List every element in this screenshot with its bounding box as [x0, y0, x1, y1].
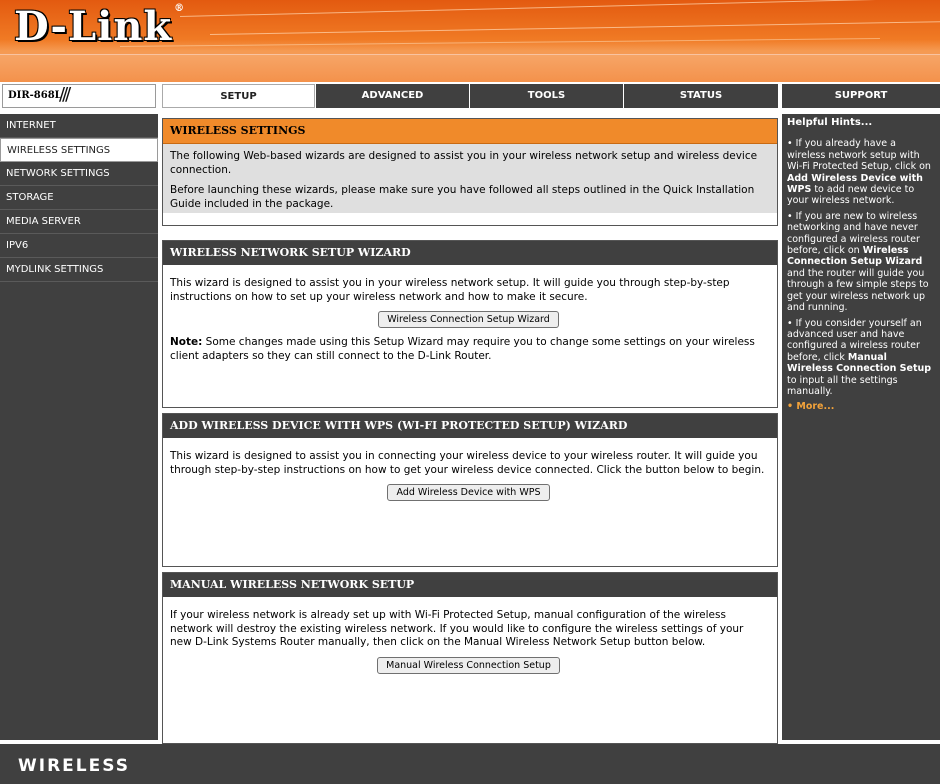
wps-body	[163, 438, 777, 501]
model-label	[2, 84, 156, 108]
sidebar-item-mydlink-settings[interactable]: MYDLINK SETTINGS	[0, 258, 158, 282]
left-sidebar	[0, 114, 158, 740]
section-title: MANUAL WIRELESS NETWORK SETUP	[163, 573, 777, 597]
manual-body	[163, 597, 777, 674]
hint-item: • If you consider yourself an advanced user and have configured a wireless router before, click Manual Wireless Connection Setup to input all the settings manually.	[787, 317, 932, 397]
section-title: WIRELESS NETWORK SETUP WIZARD	[163, 241, 777, 265]
tab-tools[interactable]: TOOLS	[470, 84, 623, 108]
wps-wizard-section	[162, 413, 778, 567]
sidebar-item-storage[interactable]: STORAGE	[0, 186, 158, 210]
intro-body	[163, 144, 777, 213]
header-banner	[0, 0, 940, 82]
hint-item: • If you are new to wireless networking and have never configured a wireless router before, click on Wireless Connection Setup Wizard and the router will guide you through a few simple steps to get your wireless network up and running.	[787, 210, 929, 314]
wizard-body	[163, 265, 777, 363]
hint-item: • If you already have a wireless network setup with Wi-Fi Protected Setup, click on Add Wireless Device with WPS to add new device to your wireless network.	[787, 138, 931, 207]
manual-wireless-connection-setup-button[interactable]: Manual Wireless Connection Setup	[377, 657, 560, 674]
sidebar-item-internet[interactable]: INTERNET	[0, 114, 158, 138]
hints-title: Helpful Hints...	[787, 117, 873, 128]
note-text: Some changes made using this Setup Wizard may require you to change some settings on your wireless client adapters so they can still connect to the D-Link Router.	[170, 336, 755, 362]
wireless-connection-setup-wizard-button[interactable]: Wireless Connection Setup Wizard	[378, 311, 559, 328]
wizard-note	[170, 336, 767, 363]
note-label: Note:	[170, 336, 203, 348]
banner-stripe	[210, 21, 940, 35]
tab-advanced[interactable]: ADVANCED	[316, 84, 469, 108]
banner-stripe	[180, 0, 940, 17]
banner-band	[0, 54, 940, 82]
intro-text: Before launching these wizards, please make sure you have followed all steps outlined in the Quick Installation Guide included in the package.	[170, 184, 755, 210]
sidebar-item-ipv6[interactable]: IPV6	[0, 234, 158, 258]
banner-stripe	[120, 38, 880, 47]
footer-wireless-logo: WIRELESS	[18, 756, 130, 776]
wireless-setup-wizard-section	[162, 240, 778, 408]
wizard-text: This wizard is designed to assist you in your wireless network setup. It will guide you through step-by-step instructions on how to set up your wireless network and how to make it secure.	[170, 277, 730, 303]
add-wireless-device-wps-button[interactable]: Add Wireless Device with WPS	[387, 484, 549, 501]
section-title: WIRELESS SETTINGS	[163, 119, 777, 144]
manual-setup-section	[162, 572, 778, 744]
tab-setup[interactable]: SETUP	[162, 84, 315, 108]
tab-support[interactable]: SUPPORT	[782, 84, 940, 108]
model-slashes-icon: ///	[59, 84, 69, 105]
tab-status[interactable]: STATUS	[624, 84, 778, 108]
dlink-logo: D-Link ®	[14, 3, 186, 50]
sidebar-item-wireless-settings[interactable]: WIRELESS SETTINGS	[0, 138, 158, 162]
section-title: ADD WIRELESS DEVICE WITH WPS (WI-FI PROTECTED SETUP) WIZARD	[163, 414, 777, 438]
sidebar-item-media-server[interactable]: MEDIA SERVER	[0, 210, 158, 234]
model-name: DIR-868L	[8, 90, 62, 101]
main-content	[162, 114, 778, 740]
intro-text: The following Web-based wizards are designed to assist you in your wireless network setup and wireless device connection.	[170, 150, 758, 176]
wps-text: This wizard is designed to assist you in connecting your wireless device to your wireless router. It will guide you through step-by-step instructions on how to get your wireless device connected. Click the button below to begin.	[170, 450, 765, 476]
top-nav	[0, 82, 940, 110]
wireless-settings-intro	[162, 118, 778, 226]
helpful-hints-panel	[782, 114, 940, 740]
sidebar-item-network-settings[interactable]: NETWORK SETTINGS	[0, 162, 158, 186]
manual-text: If your wireless network is already set up with Wi-Fi Protected Setup, manual configuration of the wireless network will destroy the existing wireless network. If you would like to configure the wireless settings of your new D-Link Systems Router manually, then click on the Manual Wireless Network Setup button below.	[170, 609, 744, 648]
footer	[0, 744, 940, 784]
more-hints-link[interactable]: • More...	[787, 401, 835, 413]
